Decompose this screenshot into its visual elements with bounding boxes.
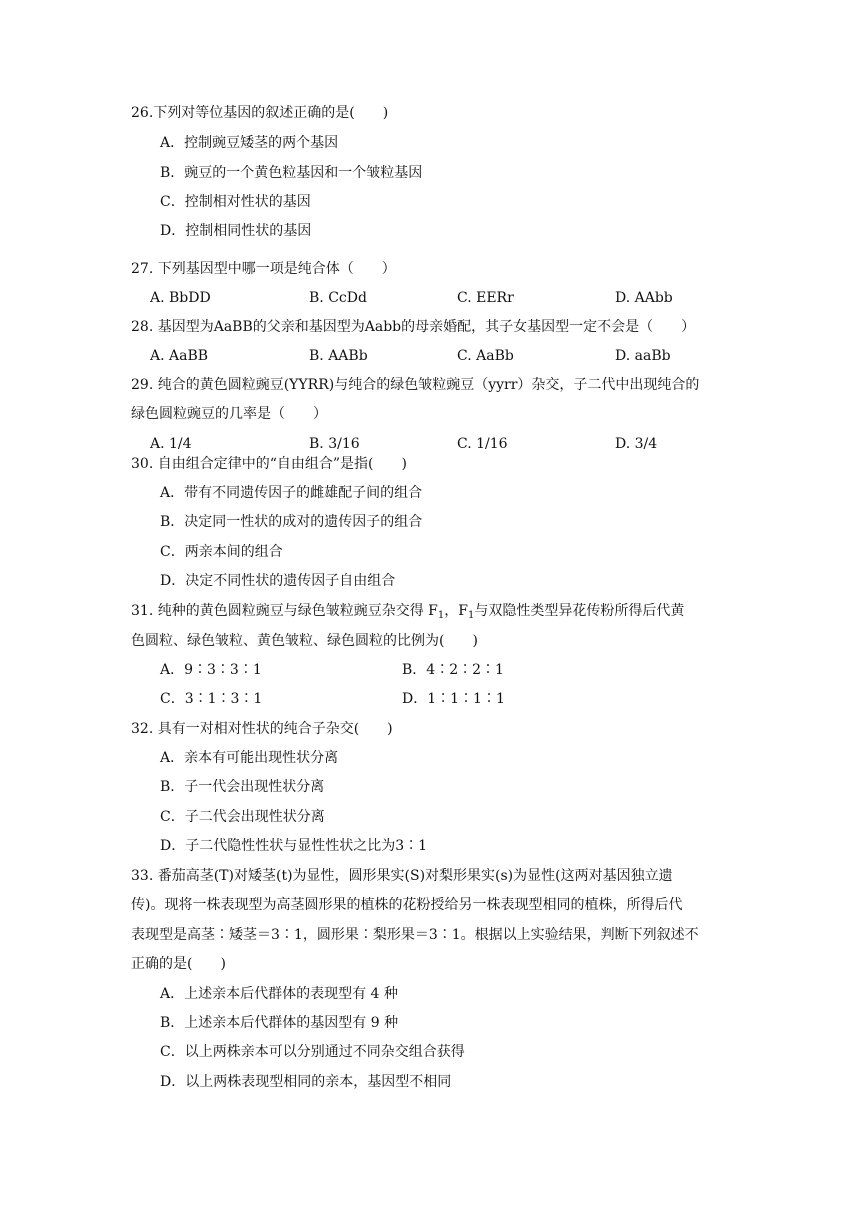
question-32-option-b: B．子一代会出现性状分离	[160, 779, 325, 795]
question-31-stem-line-1: 31. 纯种的黄色圆粒豌豆与绿色皱粒豌豆杂交得 $F_1$，$F_1$与双隐性类型异花传粉所得后代黄	[131, 603, 685, 621]
question-33-stem-line-2: 传)。现将一株表现型为高茎圆形果的植株的花粉授给另一株表现型相同的植株，所得后代	[131, 897, 683, 913]
question-32-option-d: D．子二代隐性性状与显性性状之比为3∶1	[160, 838, 428, 854]
question-30-option-a: A．带有不同遗传因子的雌雄配子间的组合	[160, 485, 423, 501]
question-31-option-b: B．4∶2∶2∶1	[402, 662, 504, 678]
question-28-option-c: C. AaBb	[457, 348, 514, 364]
question-33-option-d: D．以上两株表现型相同的亲本，基因型不相同	[160, 1074, 452, 1090]
question-28-option-b: B. AABb	[309, 348, 368, 364]
question-28-option-a: A. AaBB	[150, 348, 209, 364]
question-26-option-b: B．豌豆的一个黄色粒基因和一个皱粒基因	[160, 165, 423, 181]
question-31-option-d: D．1∶1∶1∶1	[402, 691, 505, 707]
question-30-option-c: C．两亲本间的组合	[160, 544, 283, 560]
question-27-option-b: B. CcDd	[309, 290, 367, 306]
question-28-option-d: D. aaBb	[615, 348, 671, 364]
question-26-option-a: A．控制豌豆矮茎的两个基因	[160, 135, 339, 151]
question-27-stem: 27. 下列基因型中哪一项是纯合体（ ）	[131, 261, 396, 277]
question-26-stem: 26.下列对等位基因的叙述正确的是( )	[131, 105, 389, 121]
question-31-option-a: A．9∶3∶3∶1	[160, 662, 262, 678]
question-27-option-d: D. AAbb	[615, 290, 673, 306]
question-29-option-a: A. 1/4	[150, 436, 192, 452]
question-33-option-a: A．上述亲本后代群体的表现型有 4 种	[160, 986, 398, 1002]
question-33-option-c: C．以上两株亲本可以分别通过不同杂交组合获得	[160, 1044, 465, 1060]
question-29-option-c: C. 1/16	[457, 436, 508, 452]
question-26-option-d: D．控制相同性状的基因	[160, 223, 312, 239]
question-29-stem-line-1: 29. 纯合的黄色圆粒豌豆(YYRR)与纯合的绿色皱粒豌豆（yyrr）杂交，子二代中出现纯合的	[131, 377, 700, 393]
question-26-option-c: C．控制相对性状的基因	[160, 194, 311, 210]
question-27-option-a: A. BbDD	[150, 290, 211, 306]
question-33-stem-line-4: 正确的是( )	[131, 956, 226, 972]
question-28-stem: 28. 基因型为AaBB的父亲和基因型为Aabb的母亲婚配，其子女基因型一定不会是（ ）	[131, 319, 696, 335]
question-32-stem: 32. 具有一对相对性状的纯合子杂交( )	[131, 721, 393, 737]
question-33-option-b: B．上述亲本后代群体的基因型有 9 种	[160, 1015, 399, 1031]
question-29-stem-line-2: 绿色圆粒豌豆的几率是（ ）	[131, 406, 327, 422]
question-29-option-b: B. 3/16	[309, 436, 360, 452]
question-33-stem-line-1: 33. 番茄高茎(T)对矮茎(t)为显性，圆形果实(S)对梨形果实(s)为显性(这两对基因独立遗	[131, 868, 673, 884]
question-30-stem: 30. 自由组合定律中的“自由组合”是指( )	[131, 456, 407, 472]
question-33-stem-line-3: 表现型是高茎∶矮茎＝3∶1，圆形果∶梨形果＝3∶1。根据以上实验结果，判断下列叙述不	[131, 927, 699, 943]
question-30-option-d: D．决定不同性状的遗传因子自由组合	[160, 573, 396, 589]
question-31-option-c: C．3∶1∶3∶1	[160, 691, 263, 707]
question-32-option-a: A．亲本有可能出现性状分离	[160, 750, 339, 766]
question-29-option-d: D. 3/4	[615, 436, 658, 452]
question-31-stem-line-2: 色圆粒、绿色皱粒、黄色皱粒、绿色圆粒的比例为( )	[131, 633, 478, 649]
question-32-option-c: C．子二代会出现性状分离	[160, 809, 325, 825]
question-30-option-b: B．决定同一性状的成对的遗传因子的组合	[160, 514, 423, 530]
question-27-option-c: C. EERr	[457, 290, 514, 306]
